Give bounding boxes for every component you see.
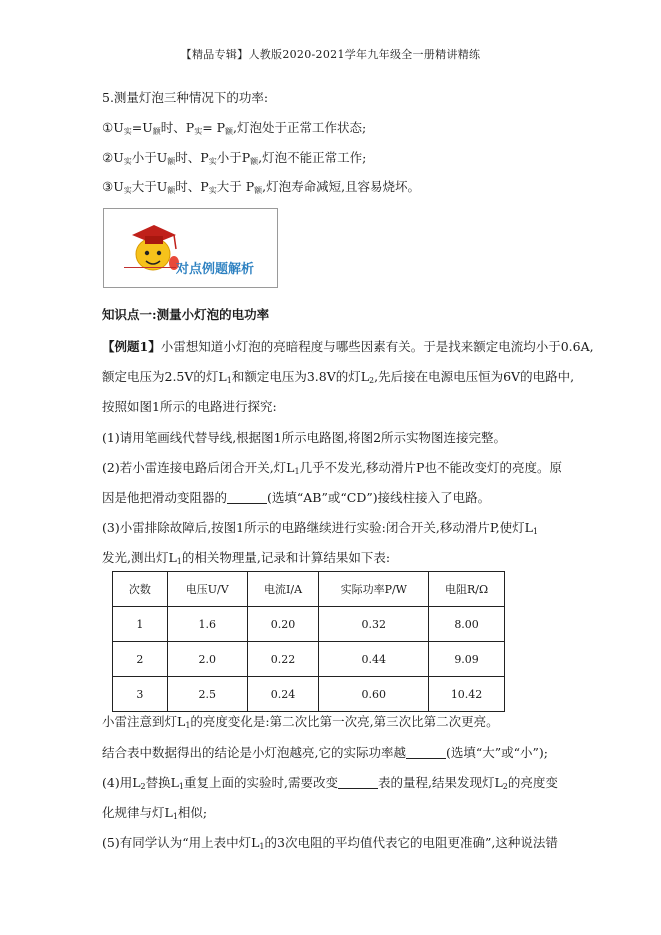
table-row [113,677,505,712]
table-row [113,607,505,642]
conclusion-line: 结合表中数据得出的结论是小灯泡越亮,它的实际功率越 (选填“大”或“小”); [102,745,549,760]
table-cell: 3 [113,677,168,712]
page-header: 【精品专辑】人教版2020-2021学年九年级全一册精讲精练 [180,48,481,61]
data-table [112,571,505,712]
table-header-cell: 电流I/A [247,572,319,607]
table-cell: 1 [113,607,168,642]
table-header-cell: 电压U/V [167,572,247,607]
question-1: (1)请用笔画线代替导线,根据图1所示电路图,将图2所示实物图连接完整。 [102,430,507,445]
answer-blank[interactable] [406,746,446,759]
question-4-a: (4)用$L_2$替换$L_1$重复上面的实验时,需要改变 表的量程,结果发现灯$L_2$的亮度变 [102,775,558,791]
question-4-b: 化规律与灯$L_1$相似; [102,805,208,821]
example-line-2: 额定电压为2.5V的灯$L_1$和额定电压为3.8V的灯$L_2$,先后接在电源电压恒为6V的电路中, [102,369,575,385]
answer-blank[interactable] [338,776,378,789]
table-cell: 10.42 [429,677,505,712]
table-header-cell: 次数 [113,572,168,607]
table-cell: 0.20 [247,607,319,642]
question-2-b: 因是他把滑动变阻器的 (选填“AB”或“CD”)接线柱接入了电路。 [102,490,491,505]
table-cell: 0.60 [319,677,429,712]
question-2-a: (2)若小雷连接电路后闭合开关,灯$L_1$几乎不发光,移动滑片P也不能改变灯的亮度。原 [102,460,562,476]
banner-rule [124,267,176,268]
table-cell: 2.0 [167,642,247,677]
table-header-cell: 实际功率P/W [319,572,429,607]
table-header-cell: 电阻R/Ω [429,572,505,607]
table-row [113,642,505,677]
table-cell: 9.09 [429,642,505,677]
observation-line: 小雷注意到灯$L_1$的亮度变化是:第二次比第一次亮,第三次比第二次更亮。 [102,714,499,730]
table-cell: 2 [113,642,168,677]
table-cell: 0.22 [247,642,319,677]
table-cell: 0.24 [247,677,319,712]
table-header-row [113,572,505,607]
table-cell: 1.6 [167,607,247,642]
item5-case2: $②U_实$小于$U_额$时、$P_实$小于$P_额$,灯泡不能正常工作; [102,150,367,166]
table-cell: 0.44 [319,642,429,677]
question-3-b: 发光,测出灯$L_1$的相关物理量,记录和计算结果如下表: [102,550,391,566]
question-3-a: (3)小雷排除故障后,按图1所示的电路继续进行实验:闭合开关,移动滑片P,使灯$L_1$ [102,520,539,536]
table-cell: 0.32 [319,607,429,642]
banner-box [103,208,278,288]
item5-case1: $①U_实=U_额$时、$P_实= P_额$,灯泡处于正常工作状态; [102,120,367,136]
item5-case3: $③U_实$大于$U_额$时、$P_实$大于 $P_额$,灯泡寿命减短,且容易烧坏。 [102,179,421,195]
question-5: (5)有同学认为“用上表中灯$L_1$的3次电阻的平均值代表它的电阻更准确”,这种说法错 [102,835,558,851]
table-cell: 2.5 [167,677,247,712]
table-cell: 8.00 [429,607,505,642]
item5-title: 5.测量灯泡三种情况下的功率: [102,90,269,105]
example-line-1: 【例题1】小雷想知道小灯泡的亮暗程度与哪些因素有关。于是找来额定电流均小于0.6A, [102,339,594,354]
banner-label: 对点例题解析 [176,262,255,277]
answer-blank[interactable] [227,491,267,504]
example-line-3: 按照如图1所示的电路进行探究: [102,399,277,414]
section-title: 知识点一:测量小灯泡的电功率 [102,307,270,322]
